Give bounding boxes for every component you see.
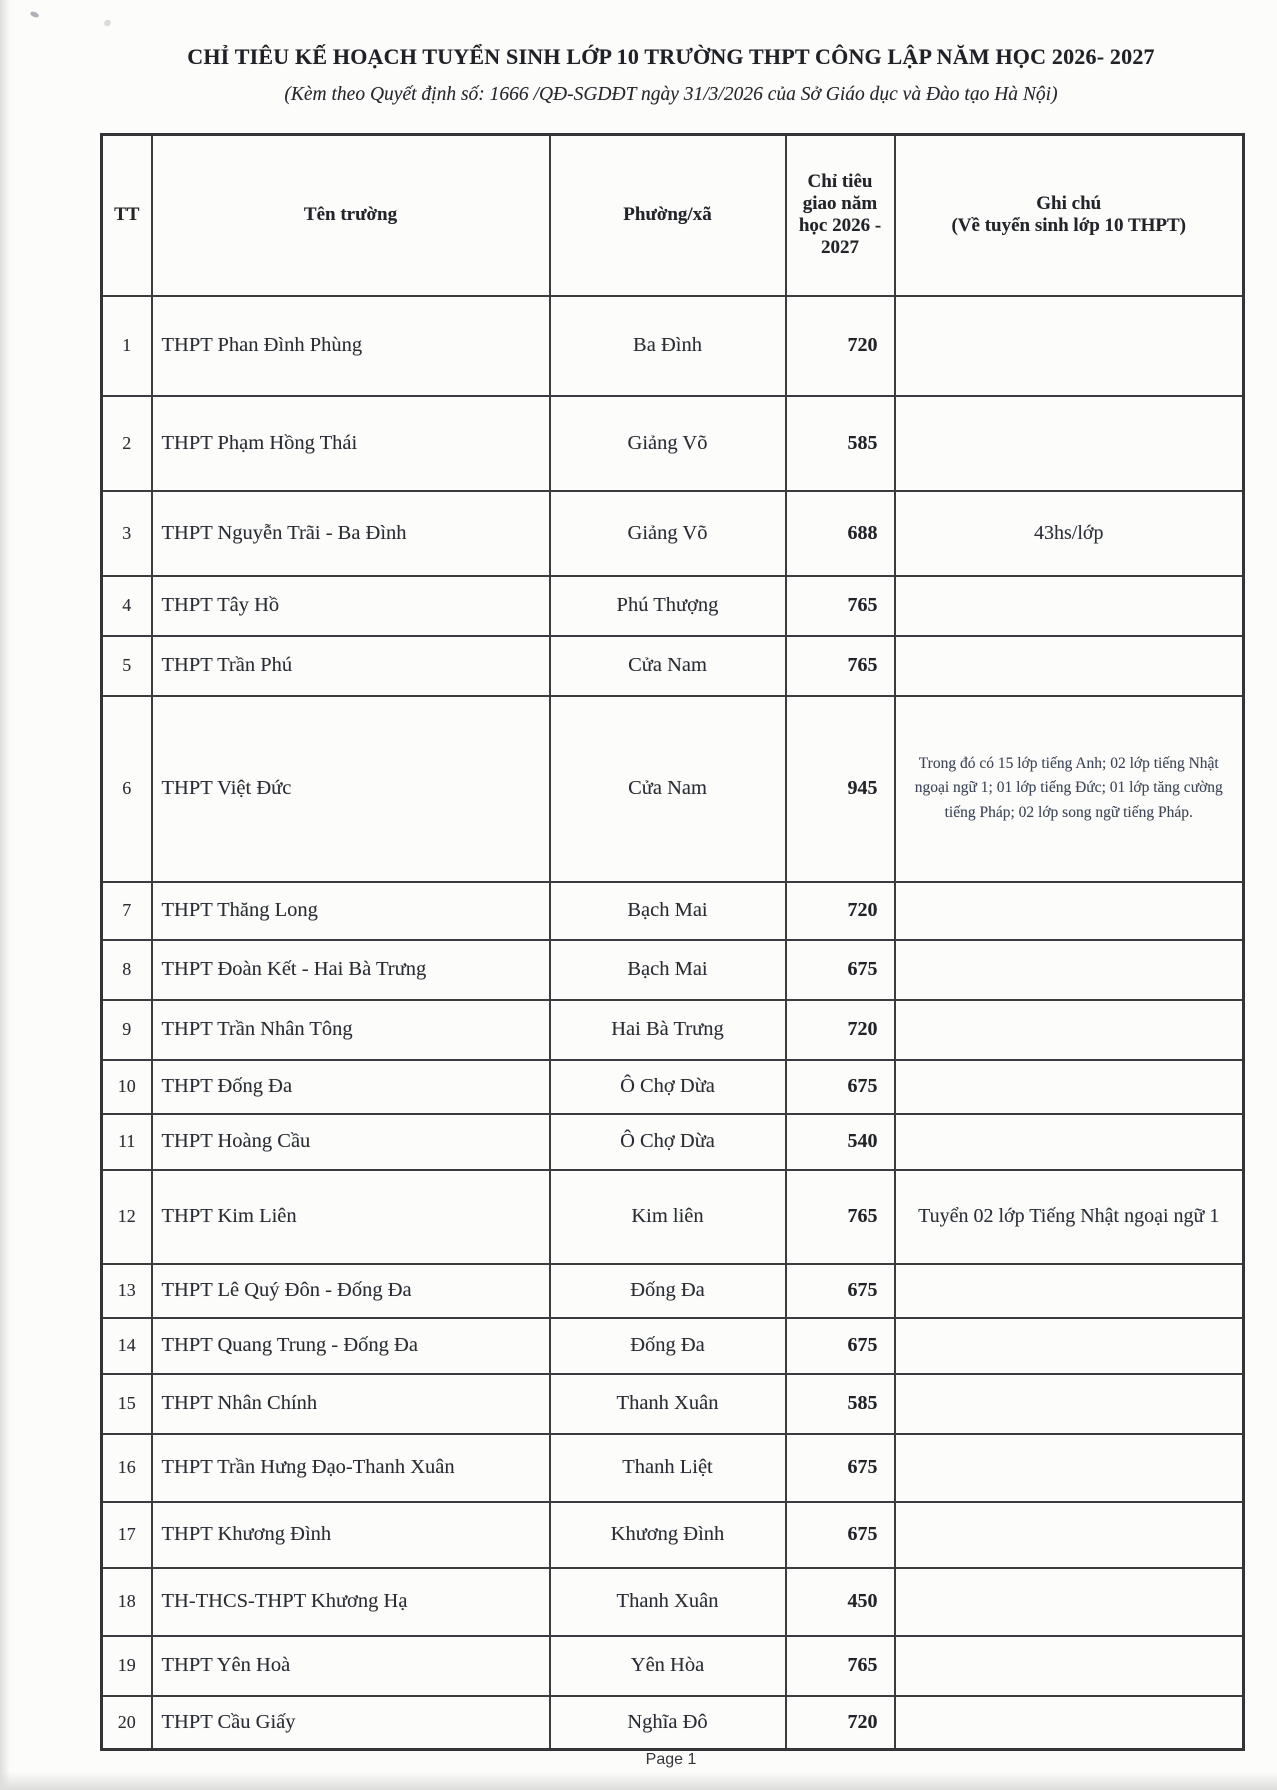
cell-ward: Khương Đình (550, 1502, 786, 1568)
cell-note (895, 396, 1244, 491)
cell-tt: 20 (102, 1696, 152, 1750)
cell-quota: 675 (786, 1060, 895, 1114)
quota-table (100, 133, 1245, 1751)
cell-tt: 17 (102, 1502, 152, 1568)
cell-quota: 675 (786, 1434, 895, 1502)
cell-ward: Ô Chợ Dừa (550, 1114, 786, 1170)
cell-quota: 765 (786, 576, 895, 636)
cell-quota: 585 (786, 396, 895, 491)
cell-note (895, 1114, 1244, 1170)
table-row (102, 296, 1244, 396)
cell-tt: 16 (102, 1434, 152, 1502)
table-row (102, 882, 1244, 940)
cell-note: Tuyển 02 lớp Tiếng Nhật ngoại ngữ 1 (895, 1170, 1244, 1264)
cell-school: THPT Quang Trung - Đống Đa (152, 1318, 550, 1374)
table-row (102, 1696, 1244, 1750)
scan-edge-bottom (0, 1772, 1277, 1790)
table-row (102, 1502, 1244, 1568)
table-row (102, 396, 1244, 491)
table-row (102, 576, 1244, 636)
cell-school: THPT Lê Quý Đôn - Đống Đa (152, 1264, 550, 1318)
cell-tt: 2 (102, 396, 152, 491)
cell-tt: 10 (102, 1060, 152, 1114)
cell-school: THPT Hoàng Cầu (152, 1114, 550, 1170)
cell-note: Trong đó có 15 lớp tiếng Anh; 02 lớp tiếng Nhật ngoại ngữ 1; 01 lớp tiếng Đức; 01 lớp tăng cường tiếng Pháp; 02 lớp song ngữ tiếng Pháp. (895, 696, 1244, 882)
cell-quota: 945 (786, 696, 895, 882)
scan-speck (29, 10, 39, 18)
table-row (102, 1170, 1244, 1264)
cell-school: THPT Việt Đức (152, 696, 550, 882)
cell-tt: 12 (102, 1170, 152, 1264)
table-row (102, 636, 1244, 696)
cell-school: THPT Tây Hồ (152, 576, 550, 636)
cell-tt: 11 (102, 1114, 152, 1170)
cell-quota: 540 (786, 1114, 895, 1170)
cell-quota: 450 (786, 1568, 895, 1636)
cell-ward: Phú Thượng (550, 576, 786, 636)
table-row (102, 1060, 1244, 1114)
cell-note (895, 1568, 1244, 1636)
cell-ward: Thanh Liệt (550, 1434, 786, 1502)
table-row (102, 940, 1244, 1000)
cell-tt: 9 (102, 1000, 152, 1060)
table-body (102, 296, 1244, 1750)
cell-quota: 720 (786, 882, 895, 940)
cell-school: THPT Yên Hoà (152, 1636, 550, 1696)
header-cell-school: Tên trường (152, 135, 550, 296)
header-row (102, 135, 1244, 296)
header-cell-ward: Phường/xã (550, 135, 786, 296)
table-row (102, 1374, 1244, 1434)
cell-note (895, 1374, 1244, 1434)
cell-ward: Bạch Mai (550, 940, 786, 1000)
cell-ward: Cửa Nam (550, 636, 786, 696)
cell-ward: Ô Chợ Dừa (550, 1060, 786, 1114)
cell-school: THPT Kim Liên (152, 1170, 550, 1264)
cell-quota: 585 (786, 1374, 895, 1434)
cell-quota: 675 (786, 940, 895, 1000)
table-row (102, 696, 1244, 882)
cell-quota: 675 (786, 1264, 895, 1318)
table-row (102, 491, 1244, 576)
cell-tt: 4 (102, 576, 152, 636)
cell-ward: Nghĩa Đô (550, 1696, 786, 1750)
cell-quota: 720 (786, 1696, 895, 1750)
cell-school: TH-THCS-THPT Khương Hạ (152, 1568, 550, 1636)
cell-note (895, 636, 1244, 696)
cell-note (895, 1264, 1244, 1318)
cell-tt: 15 (102, 1374, 152, 1434)
scan-speck (103, 19, 112, 28)
cell-tt: 13 (102, 1264, 152, 1318)
cell-ward: Thanh Xuân (550, 1568, 786, 1636)
cell-tt: 5 (102, 636, 152, 696)
cell-quota: 765 (786, 1170, 895, 1264)
cell-school: THPT Trần Hưng Đạo-Thanh Xuân (152, 1434, 550, 1502)
cell-ward: Thanh Xuân (550, 1374, 786, 1434)
cell-quota: 675 (786, 1318, 895, 1374)
cell-ward: Ba Đình (550, 296, 786, 396)
cell-note (895, 1636, 1244, 1696)
header-cell-note (895, 135, 1244, 296)
cell-note (895, 1696, 1244, 1750)
cell-ward: Bạch Mai (550, 882, 786, 940)
table-row (102, 1636, 1244, 1696)
cell-tt: 1 (102, 296, 152, 396)
cell-school: THPT Nhân Chính (152, 1374, 550, 1434)
cell-ward: Đống Đa (550, 1318, 786, 1374)
cell-school: THPT Nguyễn Trãi - Ba Đình (152, 491, 550, 576)
cell-ward: Kim liên (550, 1170, 786, 1264)
cell-school: THPT Thăng Long (152, 882, 550, 940)
header-note-line2: (Về tuyển sinh lớp 10 THPT) (951, 215, 1186, 237)
cell-school: THPT Đống Đa (152, 1060, 550, 1114)
cell-ward: Hai Bà Trưng (550, 1000, 786, 1060)
cell-school: THPT Phạm Hồng Thái (152, 396, 550, 491)
cell-quota: 720 (786, 1000, 895, 1060)
cell-school: THPT Trần Phú (152, 636, 550, 696)
cell-note (895, 1502, 1244, 1568)
cell-tt: 7 (102, 882, 152, 940)
cell-note (895, 940, 1244, 1000)
cell-ward: Đống Đa (550, 1264, 786, 1318)
cell-note (895, 1060, 1244, 1114)
scan-edge-left (0, 0, 10, 1790)
cell-school: THPT Trần Nhân Tông (152, 1000, 550, 1060)
cell-tt: 18 (102, 1568, 152, 1636)
document-title: CHỈ TIÊU KẾ HOẠCH TUYỂN SINH LỚP 10 TRƯỜNG THPT CÔNG LẬP NĂM HỌC 2026- 2027 (187, 44, 1155, 69)
cell-tt: 8 (102, 940, 152, 1000)
document-subtitle: (Kèm theo Quyết định số: 1666 /QĐ-SGDĐT ngày 31/3/2026 của Sở Giáo dục và Đào tạo Hà Nội) (284, 84, 1058, 105)
cell-quota: 688 (786, 491, 895, 576)
cell-quota: 765 (786, 636, 895, 696)
cell-ward: Giảng Võ (550, 396, 786, 491)
header-cell-quota: Chỉ tiêu giao năm học 2026 - 2027 (786, 135, 895, 296)
cell-quota: 765 (786, 1636, 895, 1696)
cell-note (895, 882, 1244, 940)
cell-quota: 720 (786, 296, 895, 396)
table-row (102, 1318, 1244, 1374)
table-row (102, 1114, 1244, 1170)
cell-note (895, 576, 1244, 636)
cell-note (895, 1000, 1244, 1060)
cell-tt: 19 (102, 1636, 152, 1696)
cell-school: THPT Phan Đình Phùng (152, 296, 550, 396)
cell-school: THPT Khương Đình (152, 1502, 550, 1568)
table-header (102, 135, 1244, 296)
cell-ward: Giảng Võ (550, 491, 786, 576)
table-row (102, 1264, 1244, 1318)
table-row (102, 1000, 1244, 1060)
cell-school: THPT Cầu Giấy (152, 1696, 550, 1750)
cell-note: 43hs/lớp (895, 491, 1244, 576)
cell-note (895, 1434, 1244, 1502)
cell-tt: 14 (102, 1318, 152, 1374)
header-cell-tt: TT (102, 135, 152, 296)
cell-note (895, 1318, 1244, 1374)
cell-school: THPT Đoàn Kết - Hai Bà Trưng (152, 940, 550, 1000)
cell-ward: Yên Hòa (550, 1636, 786, 1696)
cell-tt: 6 (102, 696, 152, 882)
cell-note (895, 296, 1244, 396)
cell-ward: Cửa Nam (550, 696, 786, 882)
table-row (102, 1434, 1244, 1502)
cell-tt: 3 (102, 491, 152, 576)
header-note-line1: Ghi chú (1036, 193, 1102, 215)
table-row (102, 1568, 1244, 1636)
page-number: Page 1 (645, 1751, 697, 1768)
cell-quota: 675 (786, 1502, 895, 1568)
